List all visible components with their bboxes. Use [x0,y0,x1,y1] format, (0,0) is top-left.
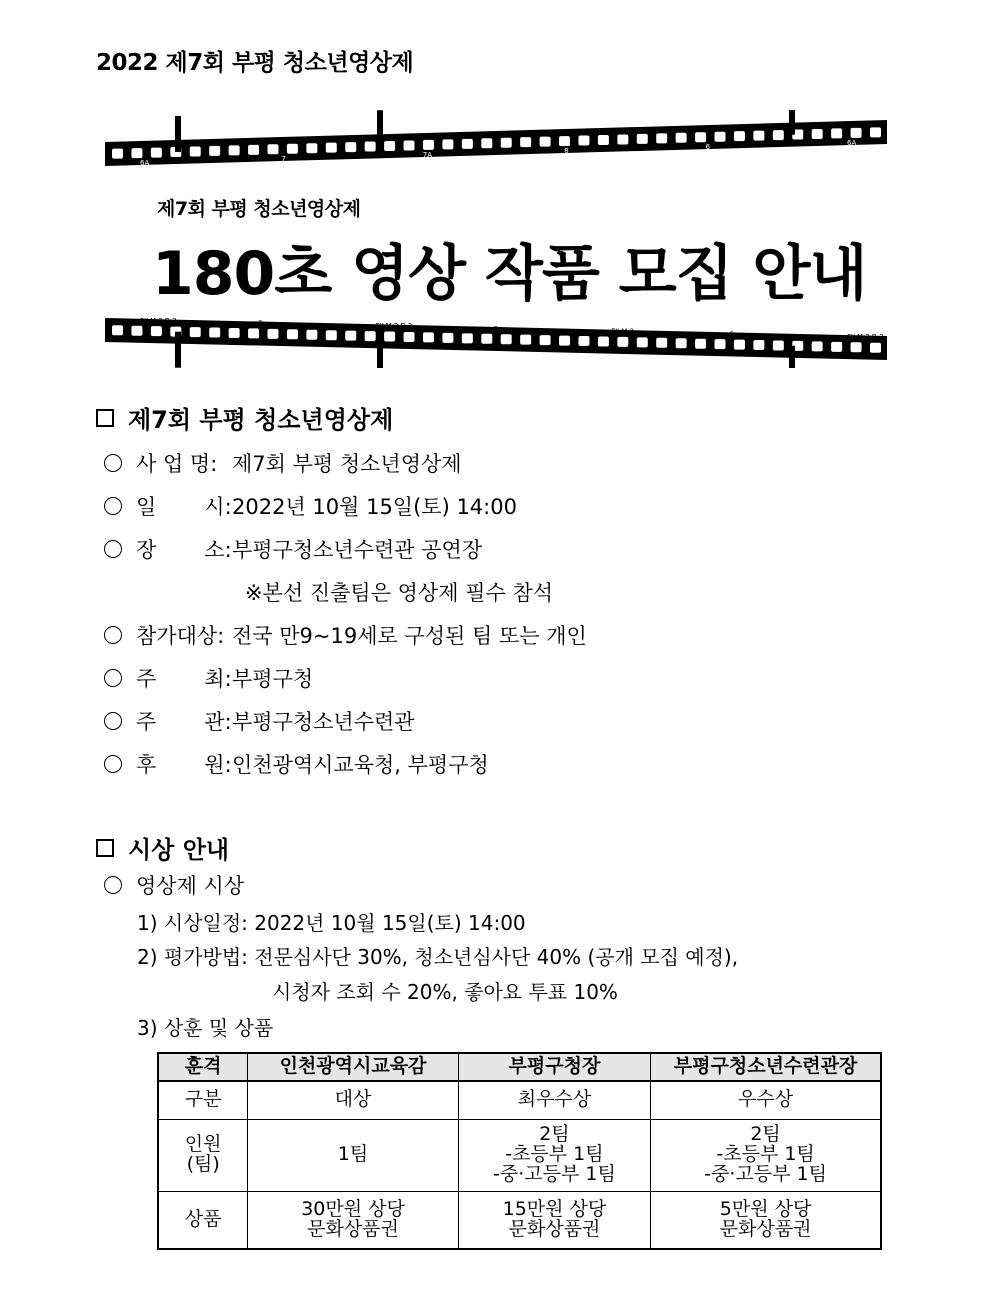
table-cell: 5만원 상당 문화상품권 [651,1191,881,1249]
film-sprocket-hole [384,332,395,342]
info-label: 참가대상: [136,624,225,648]
film-frame-tick [175,332,181,368]
film-sprocket-hole [481,138,492,148]
film-sprocket-hole [326,143,337,153]
table-cell: 최우수상 [458,1081,650,1119]
info-row-organizer [104,706,415,736]
film-sprocket-hole [598,135,609,145]
film-sprocket-hole [326,330,337,340]
awards-method-line2: 시청자 조회 수 20%, 좋아요 투표 10% [272,980,618,1004]
table-cell: 대상 [248,1081,458,1119]
film-sprocket-hole [540,335,551,345]
awards-method-line1: 2) 평가방법: 전문심사단 30%, 청소년심사단 40% (공개 모집 예정), [137,945,739,969]
film-sprocket-hole [695,339,706,349]
film-edge-marking: FILM 2 [611,327,635,336]
film-sprocket-hole [637,337,648,347]
checkbox-square-icon [96,839,114,857]
banner-subtitle: 제7회 부평 청소년영상제 [157,198,361,220]
film-sprocket-hole [306,330,317,340]
table-header-cell: 부평구청소년수련관장 [651,1053,881,1081]
film-sprocket-hole [540,137,551,147]
finalist-note: ※본선 진출팀은 영상제 필수 참석 [245,581,554,605]
info-value: 인천광역시교육청, 부평구청 [232,753,489,777]
film-sprocket-hole [753,340,764,350]
film-sprocket-hole [131,326,142,336]
film-sprocket-hole [112,149,123,159]
info-row-sponsor [104,749,489,779]
film-sprocket-hole [676,338,687,348]
film-sprocket-hole [287,144,298,154]
circle-bullet-icon [104,454,122,472]
awards-intro [104,870,244,900]
circle-bullet-icon [104,876,122,894]
circle-bullet-icon [104,497,122,515]
film-sprocket-hole [423,332,434,342]
film-sprocket-hole [501,138,512,148]
film-sprocket-hole [617,134,628,144]
info-value: 부평구청소년수련관 [232,710,415,734]
film-sprocket-hole [267,329,278,339]
film-sprocket-hole [753,131,764,141]
film-sprocket-hole [131,148,142,158]
table-row [158,1191,881,1249]
film-frame-tick [175,116,181,152]
film-edge-marking: 8 [493,324,498,333]
film-sprocket-hole [229,145,240,155]
film-sprocket-hole [851,128,862,138]
film-sprocket-hole [423,140,434,150]
circle-bullet-icon [104,626,122,644]
table-row [158,1119,881,1191]
film-sprocket-hole [559,136,570,146]
film-sprocket-hole [248,328,259,338]
film-sprocket-hole [812,341,823,351]
film-edge-marking: FILM 2 B-2 [375,322,413,331]
film-sprocket-hole [695,132,706,142]
film-sprocket-hole [578,136,589,146]
film-frame-tick [789,346,795,368]
film-sprocket-hole [656,338,667,348]
table-row [158,1081,881,1119]
film-edge-marking: 7 [281,155,286,164]
banner-main-title: 180초 영상 작품 모집 안내 [152,239,867,309]
circle-bullet-icon [104,755,122,773]
film-strip-bottom [105,317,887,368]
film-sprocket-hole [773,130,784,140]
table-header-cell: 인천광역시교육감 [248,1053,458,1081]
film-sprocket-hole [501,334,512,344]
film-sprocket-hole [365,331,376,341]
film-sprocket-hole [870,127,881,137]
info-value: 부평구청 [232,667,314,691]
checkbox-square-icon [96,409,114,427]
info-label: 일 시: [136,495,232,519]
info-row-host [104,663,313,693]
table-header-cell: 부평구청장 [458,1053,650,1081]
film-edge-marking: 6 [705,143,711,152]
film-sprocket-hole [209,146,220,156]
film-sprocket-hole [851,342,862,352]
info-row-name [104,448,462,478]
film-sprocket-hole [520,335,531,345]
film-sprocket-hole [365,142,376,152]
film-frame-tick [377,110,383,146]
film-edge-marking: 6A [847,139,857,148]
film-sprocket-hole [870,343,881,353]
film-sprocket-hole [384,141,395,151]
film-strip-body [105,120,887,166]
awards-intro-text: 영상제 시상 [136,874,245,898]
film-sprocket-hole [404,332,415,342]
film-sprocket-hole [559,336,570,346]
circle-bullet-icon [104,712,122,730]
circle-bullet-icon [104,540,122,558]
film-sprocket-hole [578,336,589,346]
film-sprocket-hole [151,326,162,336]
film-sprocket-hole [676,133,687,143]
table-cell: 우수상 [651,1081,881,1119]
film-sprocket-hole [734,340,745,350]
film-sprocket-hole [715,339,726,349]
table-cell: 15만원 상당 문화상품권 [458,1191,650,1249]
film-sprocket-hole [656,133,667,143]
table-cell: 2팀 -초등부 1팀 -중·고등부 1팀 [458,1119,650,1191]
film-sprocket-hole [715,132,726,142]
film-sprocket-hole [267,144,278,154]
film-sprocket-hole [462,333,473,343]
film-sprocket-hole [442,139,453,149]
info-value: 2022년 10월 15일(토) 14:00 [232,495,517,519]
film-strip-top [105,110,887,167]
film-edge-marking: FILM 2 B-2 [847,333,884,342]
table-cell: 상품 [158,1191,248,1249]
film-sprocket-hole [229,328,240,338]
film-sprocket-hole [734,131,745,141]
info-label: 장 소: [136,538,232,562]
table-cell: 구분 [158,1081,248,1119]
film-sprocket-hole [190,327,201,337]
info-row-place [104,534,482,564]
film-sprocket-hole [637,134,648,144]
film-edge-marking: 6A [140,159,150,168]
film-sprocket-hole [520,137,531,147]
film-sprocket-hole [773,340,784,350]
film-edge-marking: 8 [564,147,569,156]
film-sprocket-hole [812,129,823,139]
film-sprocket-hole [345,142,356,152]
info-label: 주 관: [136,710,232,734]
info-row-date [104,491,517,521]
film-sprocket-hole [248,145,259,155]
film-sprocket-hole [345,331,356,341]
film-sprocket-hole [831,342,842,352]
info-value: 전국 만9~19세로 구성된 팀 또는 개인 [232,624,587,648]
document-title: 2022 제7회 부평 청소년영상제 [96,50,414,76]
awards-prizes-label: 3) 상훈 및 상품 [137,1016,274,1040]
info-label: 주 최: [136,667,232,691]
info-value: 부평구청소년수련관 공연장 [232,538,483,562]
film-sprocket-hole [112,325,123,335]
film-sprocket-hole [190,146,201,156]
film-edge-marking: 6 [729,330,734,339]
table-cell: 2팀 -초등부 1팀 -중·고등부 1팀 [651,1119,881,1191]
film-edge-marking: 7A [422,151,433,160]
film-frame-tick [789,110,795,135]
info-row-target [104,620,587,650]
film-edge-marking: FILM 2 B-2 [140,316,177,325]
table-cell: 30만원 상당 문화상품권 [248,1191,458,1249]
film-sprocket-hole [306,143,317,153]
awards-schedule: 1) 시상일정: 2022년 10월 15일(토) 14:00 [137,911,526,935]
film-sprocket-hole [404,140,415,150]
film-sprocket-hole [442,333,453,343]
section-heading-festival [96,400,393,435]
film-sprocket-hole [209,328,220,338]
film-frame-tick [377,336,383,368]
circle-bullet-icon [104,669,122,687]
film-sprocket-hole [462,139,473,149]
section-title: 시상 안내 [128,836,230,864]
info-label: 후 원: [136,753,232,777]
table-header-row [158,1053,881,1081]
info-label: 사 업 명: [136,452,218,476]
film-sprocket-hole [617,337,628,347]
film-sprocket-hole [831,128,842,138]
film-sprocket-hole [287,329,298,339]
film-edge-marking: 7 [257,319,263,328]
film-sprocket-hole [598,336,609,346]
awards-table [157,1052,882,1250]
section-heading-awards [96,830,229,865]
table-cell: 1팀 [248,1119,458,1191]
section-title: 제7회 부평 청소년영상제 [128,406,394,434]
film-sprocket-hole [481,334,492,344]
film-sprocket-hole [151,148,162,158]
table-header-cell: 훈격 [158,1053,248,1081]
info-value: 제7회 부평 청소년영상제 [232,452,462,476]
table-cell: 인원 (팀) [158,1119,248,1191]
